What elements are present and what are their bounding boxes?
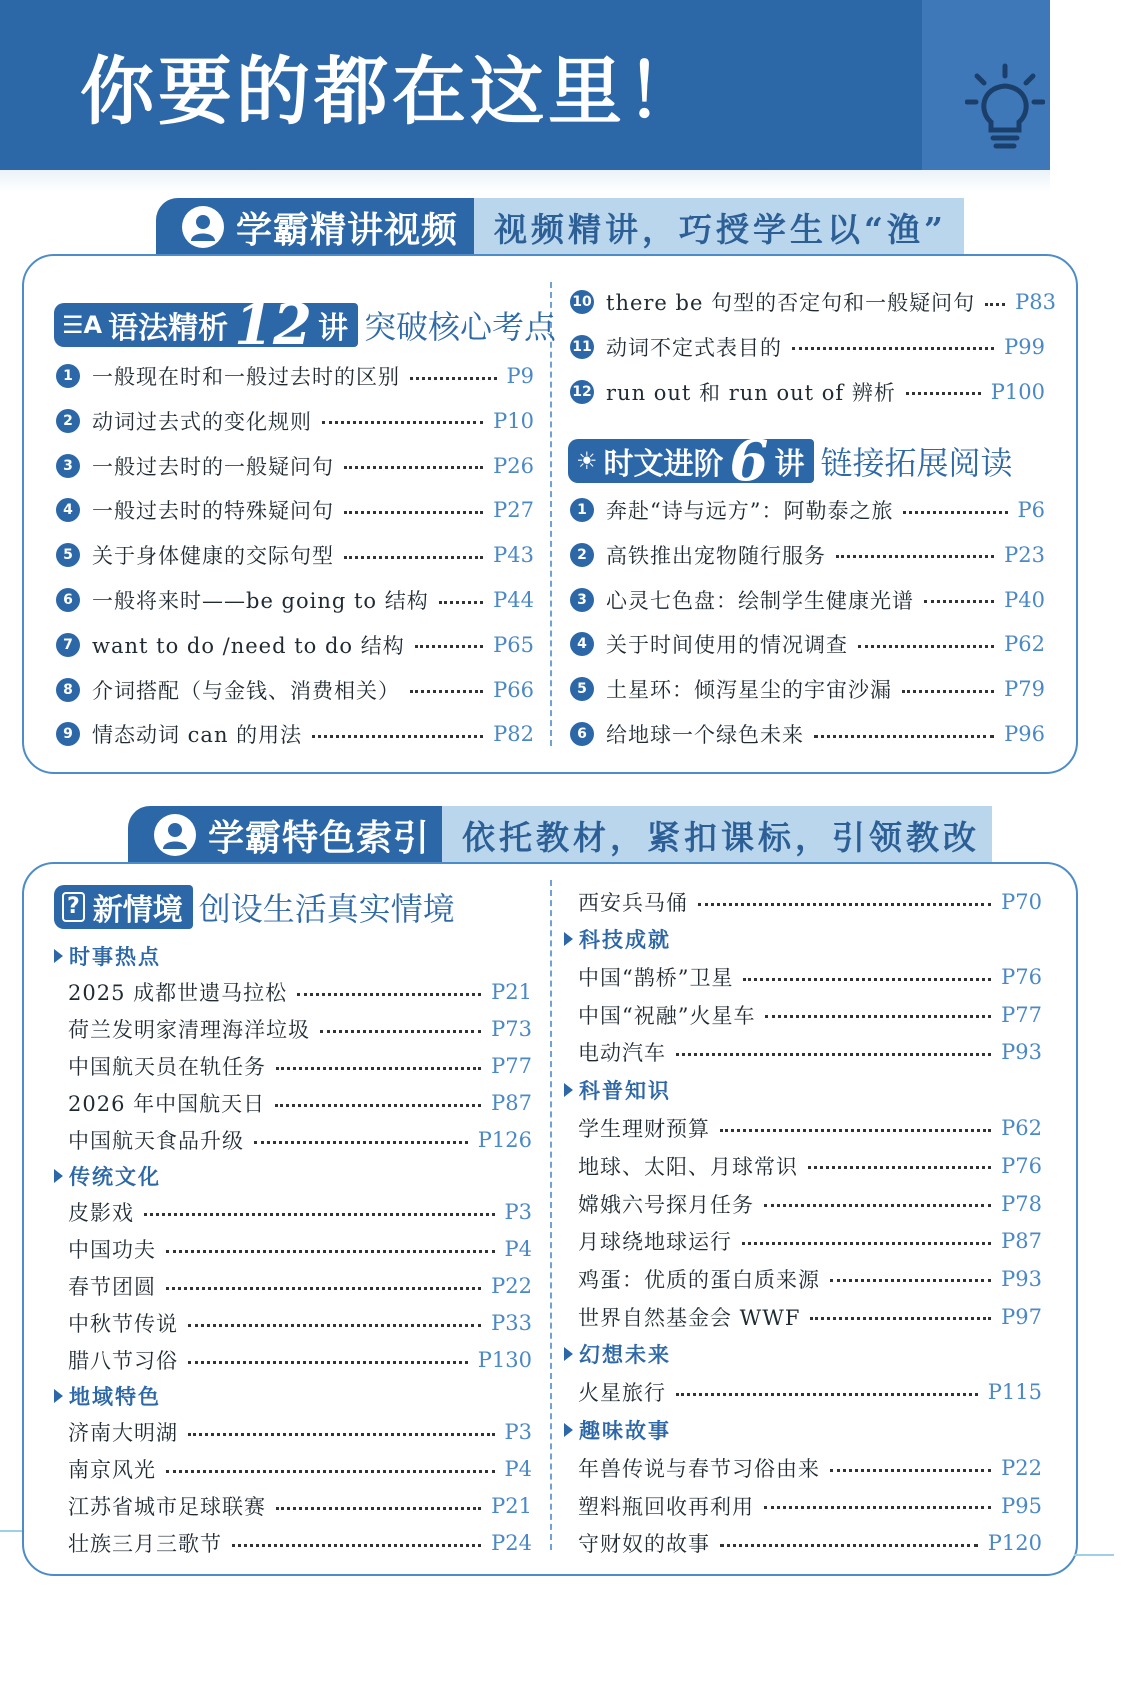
item-title: 2025 成都世遗马拉松 bbox=[68, 981, 288, 1005]
page-title: 你要的都在这里！ bbox=[80, 49, 704, 135]
dot-leader bbox=[814, 735, 994, 738]
item-page-number: P27 bbox=[493, 498, 534, 523]
list-item bbox=[578, 1448, 1042, 1488]
item-title: 学生理财预算 bbox=[578, 1117, 710, 1142]
list-item bbox=[570, 624, 1045, 664]
list-item bbox=[570, 327, 1045, 367]
new-context-header bbox=[54, 884, 455, 930]
item-page-number: P10 bbox=[493, 408, 534, 433]
item-title: 一般过去时的一般疑问句 bbox=[92, 454, 334, 479]
item-number-badge: 1 bbox=[56, 364, 80, 388]
list-item bbox=[68, 1303, 532, 1343]
item-title: 济南大明湖 bbox=[68, 1421, 178, 1445]
item-page-number: P96 bbox=[1004, 722, 1045, 746]
item-number-badge: 6 bbox=[56, 588, 80, 612]
section1-tab bbox=[156, 198, 474, 256]
item-title: 西安兵马俑 bbox=[578, 891, 688, 915]
triangle-bullet-icon bbox=[564, 1347, 573, 1361]
dot-leader bbox=[254, 1141, 468, 1144]
edge-mark-right bbox=[1074, 1554, 1114, 1556]
edge-mark-left bbox=[0, 1530, 22, 1532]
item-page-number: P100 bbox=[990, 379, 1045, 404]
grammar-label: 语法精析 bbox=[108, 311, 229, 346]
dot-leader bbox=[810, 1317, 991, 1320]
dot-leader bbox=[344, 511, 483, 514]
reading-header bbox=[568, 428, 1013, 494]
dot-leader bbox=[985, 303, 1005, 306]
item-page-number: P115 bbox=[987, 1380, 1042, 1405]
list-item bbox=[68, 1266, 532, 1306]
category-label: 科技成就 bbox=[579, 928, 671, 952]
list-item bbox=[68, 1120, 532, 1160]
section1-divider bbox=[550, 282, 552, 746]
category-label: 地域特色 bbox=[69, 1385, 161, 1409]
category-heading bbox=[54, 940, 161, 972]
dot-leader bbox=[410, 377, 497, 380]
item-title: 关于时间使用的情况调查 bbox=[606, 633, 848, 658]
item-title: 奔赴“诗与远方”：阿勒泰之旅 bbox=[606, 499, 894, 523]
list-item bbox=[68, 1229, 532, 1269]
category-label: 时事热点 bbox=[69, 945, 161, 969]
list-item bbox=[56, 714, 534, 754]
grammar-tagline: 突破核心考点 bbox=[364, 308, 557, 346]
list-item bbox=[68, 1083, 532, 1123]
item-page-number: P66 bbox=[493, 677, 534, 702]
list-item bbox=[578, 882, 1042, 922]
item-page-number: P4 bbox=[504, 1457, 532, 1481]
dot-leader bbox=[276, 1507, 481, 1510]
item-page-number: P77 bbox=[491, 1054, 532, 1078]
item-title: 皮影戏 bbox=[68, 1201, 134, 1225]
list-item bbox=[68, 1192, 532, 1232]
reading-count: 6 bbox=[729, 428, 769, 494]
item-page-number: P23 bbox=[1004, 542, 1045, 567]
item-title: 给地球一个绿色未来 bbox=[606, 723, 804, 747]
item-page-number: P83 bbox=[1015, 290, 1056, 314]
dot-leader bbox=[676, 1053, 991, 1056]
item-number-badge: 11 bbox=[570, 335, 594, 359]
list-item bbox=[56, 446, 534, 486]
dot-leader bbox=[720, 1129, 991, 1132]
item-number-badge: 5 bbox=[56, 543, 80, 567]
category-label: 幻想未来 bbox=[579, 1343, 671, 1368]
dot-leader bbox=[312, 735, 483, 738]
item-page-number: P33 bbox=[491, 1311, 532, 1335]
dot-leader bbox=[188, 1361, 468, 1364]
list-item bbox=[578, 1108, 1042, 1148]
item-page-number: P6 bbox=[1017, 498, 1045, 522]
item-number-badge: 9 bbox=[56, 722, 80, 746]
dot-leader bbox=[903, 511, 1007, 514]
item-page-number: P9 bbox=[506, 364, 534, 388]
reading-label: 时文进阶 bbox=[603, 447, 724, 482]
item-title: 一般将来时——be going to 结构 bbox=[92, 589, 429, 613]
item-page-number: P76 bbox=[1001, 965, 1042, 989]
item-page-number: P40 bbox=[1004, 587, 1045, 612]
item-number-badge: 4 bbox=[56, 498, 80, 522]
item-page-number: P3 bbox=[504, 1420, 532, 1444]
item-page-number: P21 bbox=[491, 1494, 532, 1518]
item-number-badge: 3 bbox=[56, 454, 80, 478]
item-title: 腊八节习俗 bbox=[68, 1349, 178, 1373]
category-label: 趣味故事 bbox=[579, 1419, 671, 1443]
item-number-badge: 7 bbox=[56, 633, 80, 657]
item-page-number: P93 bbox=[1001, 1040, 1042, 1065]
category-heading bbox=[564, 1414, 671, 1446]
item-title: 介词搭配（与金钱、消费相关） bbox=[92, 678, 400, 703]
item-page-number: P99 bbox=[1004, 334, 1045, 359]
dot-leader bbox=[297, 993, 481, 996]
item-page-number: P78 bbox=[1001, 1191, 1042, 1216]
reading-tagline: 链接拓展阅读 bbox=[820, 444, 1013, 482]
item-page-number: P21 bbox=[491, 980, 532, 1004]
section1-subtitle: 视频精讲，巧授学生以“渔” bbox=[472, 198, 964, 256]
item-number-badge: 5 bbox=[570, 677, 594, 701]
item-title: 土星环：倾泻星尘的宇宙沙漏 bbox=[606, 678, 892, 703]
new-context-label: 新情境 bbox=[92, 893, 183, 928]
item-title: 江苏省城市足球联赛 bbox=[68, 1495, 266, 1519]
item-page-number: P130 bbox=[477, 1348, 532, 1372]
triangle-bullet-icon bbox=[564, 932, 573, 946]
section2-title: 学霸特色索引 bbox=[208, 817, 431, 859]
lightbulb-small-icon: ☀ bbox=[576, 447, 598, 475]
item-title: 中国“鹊桥”卫星 bbox=[578, 966, 734, 990]
item-title: 动词过去式的变化规则 bbox=[92, 409, 312, 434]
list-item bbox=[570, 282, 1056, 322]
item-title: 心灵七色盘：绘制学生健康光谱 bbox=[606, 588, 914, 613]
item-page-number: P62 bbox=[1001, 1116, 1042, 1141]
item-title: 地球、太阳、月球常识 bbox=[578, 1154, 798, 1179]
list-item bbox=[56, 670, 534, 710]
item-title: 春节团圆 bbox=[68, 1275, 156, 1299]
dot-leader bbox=[188, 1324, 481, 1327]
list-item bbox=[56, 625, 534, 665]
category-heading bbox=[54, 1380, 161, 1412]
dot-leader bbox=[144, 1213, 495, 1216]
item-page-number: P70 bbox=[1001, 890, 1042, 914]
dot-leader bbox=[830, 1279, 991, 1282]
dot-leader bbox=[344, 556, 483, 559]
item-page-number: P82 bbox=[493, 722, 534, 747]
item-title: 情态动词 can 的用法 bbox=[92, 723, 303, 748]
item-title: 中国“祝融”火星车 bbox=[578, 1003, 756, 1028]
list-item bbox=[578, 1297, 1042, 1337]
item-title: 电动汽车 bbox=[578, 1041, 666, 1066]
dot-leader bbox=[166, 1250, 495, 1253]
section1-title: 学霸精讲视频 bbox=[236, 209, 459, 251]
item-page-number: P87 bbox=[491, 1091, 532, 1115]
dot-leader bbox=[764, 1506, 991, 1509]
dot-leader bbox=[808, 1166, 991, 1169]
item-page-number: P22 bbox=[1001, 1456, 1042, 1480]
list-item bbox=[570, 372, 1045, 412]
list-item bbox=[56, 580, 534, 620]
item-page-number: P73 bbox=[491, 1017, 532, 1041]
dot-leader bbox=[792, 347, 994, 350]
item-page-number: P65 bbox=[493, 632, 534, 657]
list-item bbox=[578, 1184, 1042, 1224]
list-item bbox=[578, 1032, 1042, 1072]
dot-leader bbox=[166, 1470, 495, 1473]
item-page-number: P3 bbox=[504, 1200, 532, 1224]
item-number-badge: 1 bbox=[570, 498, 594, 522]
triangle-bullet-icon bbox=[54, 1169, 63, 1183]
item-page-number: P97 bbox=[1001, 1304, 1042, 1329]
list-item bbox=[570, 669, 1045, 709]
dot-leader bbox=[924, 600, 994, 603]
list-item bbox=[68, 1412, 532, 1452]
item-title: there be 句型的否定句和一般疑问句 bbox=[606, 291, 976, 315]
item-title: 月球绕地球运行 bbox=[578, 1230, 732, 1255]
item-page-number: P22 bbox=[491, 1274, 532, 1298]
item-page-number: P126 bbox=[477, 1128, 532, 1152]
dot-leader bbox=[698, 903, 991, 906]
item-title: 一般过去时的特殊疑问句 bbox=[92, 499, 334, 524]
dot-leader bbox=[410, 690, 483, 693]
dot-leader bbox=[276, 1067, 481, 1070]
item-page-number: P24 bbox=[491, 1531, 532, 1555]
item-page-number: P4 bbox=[504, 1237, 532, 1261]
dot-leader bbox=[322, 421, 483, 424]
student-avatar-icon bbox=[154, 814, 196, 856]
item-title: 中秋节传说 bbox=[68, 1312, 178, 1336]
item-page-number: P120 bbox=[987, 1531, 1042, 1556]
dot-leader bbox=[439, 601, 483, 604]
dot-leader bbox=[858, 645, 994, 648]
list-item bbox=[570, 580, 1045, 620]
item-page-number: P95 bbox=[1001, 1493, 1042, 1518]
category-label: 科普知识 bbox=[579, 1079, 671, 1104]
item-title: 中国航天食品升级 bbox=[68, 1129, 244, 1153]
list-item bbox=[578, 957, 1042, 997]
item-title: 鸡蛋：优质的蛋白质来源 bbox=[578, 1267, 820, 1292]
item-title: 南京风光 bbox=[68, 1458, 156, 1482]
header-shadow-strip bbox=[0, 170, 1050, 192]
category-heading bbox=[564, 923, 671, 955]
dot-leader bbox=[320, 1030, 481, 1033]
item-page-number: P43 bbox=[493, 543, 534, 568]
dot-leader bbox=[743, 978, 991, 981]
grammar-icon: ☰A bbox=[62, 311, 103, 339]
item-number-badge: 6 bbox=[570, 722, 594, 746]
list-item bbox=[68, 1486, 532, 1526]
dot-leader bbox=[232, 1544, 481, 1547]
item-title: 壮族三月三歌节 bbox=[68, 1532, 222, 1556]
dot-leader bbox=[676, 1393, 978, 1396]
item-number-badge: 8 bbox=[56, 678, 80, 702]
item-title: 2026 年中国航天日 bbox=[68, 1092, 266, 1116]
list-item bbox=[68, 972, 532, 1012]
list-item bbox=[578, 1146, 1042, 1186]
student-avatar-icon bbox=[182, 206, 224, 248]
dot-leader bbox=[742, 1242, 991, 1245]
grammar-unit: 讲 bbox=[318, 311, 349, 346]
list-item bbox=[56, 401, 534, 441]
category-heading bbox=[54, 1160, 161, 1192]
list-item bbox=[68, 1340, 532, 1380]
dot-leader bbox=[764, 1204, 991, 1207]
item-page-number: P79 bbox=[1004, 677, 1045, 702]
triangle-bullet-icon bbox=[54, 1389, 63, 1403]
item-title: 火星旅行 bbox=[578, 1381, 666, 1406]
list-item bbox=[68, 1523, 532, 1563]
list-item bbox=[578, 1221, 1042, 1261]
list-item bbox=[570, 490, 1045, 530]
list-item bbox=[56, 535, 534, 575]
dot-leader bbox=[906, 392, 981, 395]
item-title: 年兽传说与春节习俗由来 bbox=[578, 1457, 820, 1481]
list-item bbox=[570, 535, 1045, 575]
item-title: 嫦娥六号探月任务 bbox=[578, 1192, 754, 1217]
dot-leader bbox=[166, 1287, 481, 1290]
list-item bbox=[578, 1523, 1042, 1563]
item-title: 荷兰发明家清理海洋垃圾 bbox=[68, 1018, 310, 1042]
list-item bbox=[68, 1046, 532, 1086]
item-title: 世界自然基金会 WWF bbox=[578, 1305, 801, 1330]
list-item bbox=[68, 1009, 532, 1049]
dot-leader bbox=[415, 645, 483, 648]
item-title: 守财奴的故事 bbox=[578, 1532, 710, 1557]
list-item bbox=[578, 1259, 1042, 1299]
dot-leader bbox=[836, 555, 994, 558]
dot-leader bbox=[765, 1015, 991, 1018]
item-number-badge: 2 bbox=[56, 409, 80, 433]
item-page-number: P76 bbox=[1001, 1153, 1042, 1178]
item-title: 一般现在时和一般过去时的区别 bbox=[92, 365, 400, 389]
list-item bbox=[578, 1372, 1042, 1412]
reading-unit: 讲 bbox=[774, 447, 805, 482]
item-title: 中国航天员在轨任务 bbox=[68, 1055, 266, 1079]
dot-leader bbox=[720, 1544, 978, 1547]
grammar-header bbox=[54, 292, 557, 358]
item-title: want to do /need to do 结构 bbox=[92, 633, 405, 658]
item-title: 关于身体健康的交际句型 bbox=[92, 544, 334, 569]
grammar-count: 12 bbox=[234, 292, 313, 358]
dot-leader bbox=[902, 690, 994, 693]
chat-question-icon: ? bbox=[62, 892, 85, 922]
list-item bbox=[578, 995, 1042, 1035]
category-heading bbox=[564, 1074, 671, 1106]
dot-leader bbox=[275, 1104, 481, 1107]
item-number-badge: 2 bbox=[570, 543, 594, 567]
item-number-badge: 4 bbox=[570, 632, 594, 656]
item-title: 塑料瓶回收再利用 bbox=[578, 1494, 754, 1519]
category-label: 传统文化 bbox=[69, 1165, 161, 1189]
item-page-number: P77 bbox=[1001, 1002, 1042, 1027]
list-item bbox=[56, 490, 534, 530]
reading-badge bbox=[568, 428, 814, 494]
dot-leader bbox=[830, 1469, 991, 1472]
item-title: 中国功夫 bbox=[68, 1238, 156, 1262]
section2-subtitle: 依托教材，紧扣课标，引领教改 bbox=[440, 806, 992, 864]
list-item bbox=[68, 1449, 532, 1489]
item-title: 动词不定式表目的 bbox=[606, 335, 782, 360]
new-context-badge bbox=[54, 885, 193, 929]
item-title: run out 和 run out of 辨析 bbox=[606, 380, 896, 405]
item-title: 高铁推出宠物随行服务 bbox=[606, 543, 826, 568]
item-page-number: P87 bbox=[1001, 1229, 1042, 1254]
item-page-number: P44 bbox=[493, 588, 534, 612]
list-item bbox=[578, 1486, 1042, 1526]
section2-tab bbox=[128, 806, 442, 864]
lightbulb-icon bbox=[965, 62, 1045, 152]
item-number-badge: 12 bbox=[570, 380, 594, 404]
list-item bbox=[56, 356, 534, 396]
triangle-bullet-icon bbox=[564, 1423, 573, 1437]
item-page-number: P93 bbox=[1001, 1266, 1042, 1291]
dot-leader bbox=[344, 466, 483, 469]
item-number-badge: 3 bbox=[570, 588, 594, 612]
new-context-tagline: 创设生活真实情境 bbox=[198, 890, 455, 928]
item-page-number: P26 bbox=[493, 453, 534, 478]
list-item bbox=[570, 714, 1045, 754]
item-page-number: P62 bbox=[1004, 632, 1045, 657]
grammar-badge bbox=[54, 292, 358, 358]
triangle-bullet-icon bbox=[564, 1083, 573, 1097]
section2-divider bbox=[550, 880, 552, 1550]
dot-leader bbox=[188, 1433, 495, 1436]
triangle-bullet-icon bbox=[54, 949, 63, 963]
item-number-badge: 10 bbox=[570, 290, 594, 314]
category-heading bbox=[564, 1338, 671, 1370]
